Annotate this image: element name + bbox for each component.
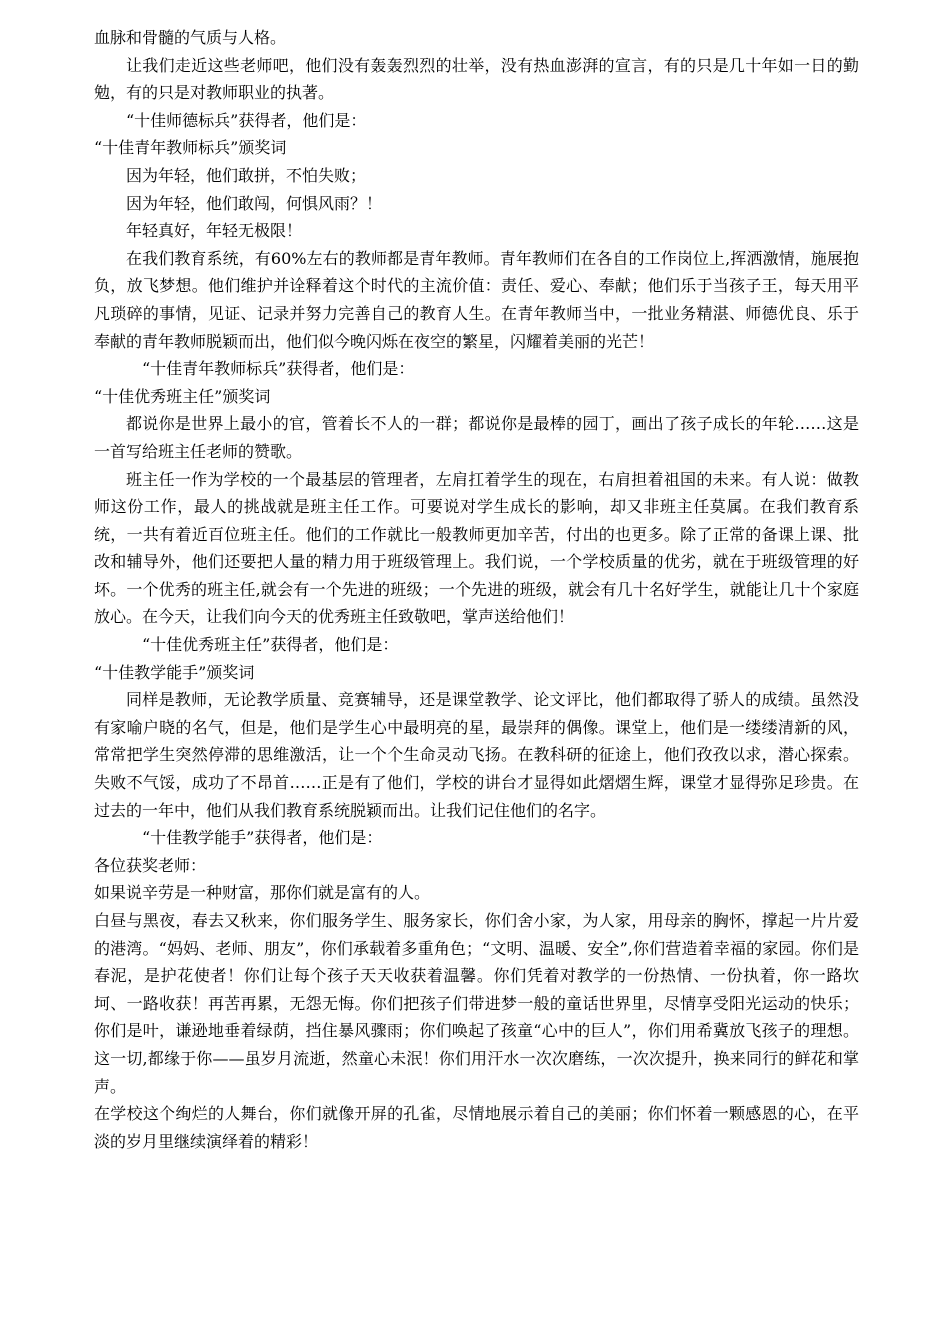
section-heading: “十佳青年教师标兵”颁奖词 [94, 138, 287, 158]
paragraph: 在我们教育系统，有60%左右的教师都是青年教师。青年教师们在各自的工作岗位上,挥洒激情，施展抱负，放飞梦想。他们维护并诠释着这个时代的主流价值：责任、爱心、奉献；他们乐于当孩子王，每天用平凡琐碎的事情，见证、记录并努力完善自己的教育人生。在青年教师当中，一批业务精湛、师德优良、乐于奉献的青年教师脱颖而出，他们似今晚闪烁在夜空的繁星，闪耀着美丽的光芒！ [94, 248, 859, 351]
award-winners-line: “十佳优秀班主任”获得者，他们是： [142, 635, 399, 655]
paragraph: 因为年轻，他们敢闯，何惧风雨？！ [126, 193, 383, 213]
award-winners-line: “十佳青年教师标兵”获得者，他们是： [142, 359, 415, 379]
paragraph: 班主任一作为学校的一个最基层的管理者，左肩扛着学生的现在，右肩担着祖国的未来。有人说：做教师这份工作，最人的挑战就是班主任工作。可要说对学生成长的影响，却又非班主任莫属。在我们教育系统，一共有着近百位班主任。他们的工作就比一般教师更加辛苦，付出的也更多。除了正常的备课上课、批改和辅导外，他们还要把人量的精力用于班级管理上。我们说，一个学校质量的优劣，就在于班级管理的好坏。一个优秀的班主任,就会有一个先进的班级；一个先进的班级，就会有几十名好学生，就能让几十个家庭放心。在今天，让我们向今天的优秀班主任致敬吧，掌声送给他们！ [94, 469, 859, 627]
paragraph: 白昼与黑夜，春去又秋来，你们服务学生、服务家长，你们舍小家，为人家，用母亲的胸怀，撑起一片片爱的港湾。“妈妈、老师、朋友”，你们承载着多重角色；“文明、温暖、安全”,你们营造着幸福的家园。你们是春泥，是护花使者！你们让每个孩子天天收获着温馨。你们凭着对教学的一份热情、一份执着，你一路坎坷、一路收获！再苦再累，无怨无悔。你们把孩子们带进梦一般的童话世界里，尽情享受阳光运动的快乐；你们是叶，谦逊地垂着绿荫，挡住暴风骤雨；你们唤起了孩童“心中的巨人”，你们用希冀放飞孩子的理想。这一切,都缘于你——虽岁月流逝，然童心未泯！你们用汗水一次次磨练，一次次提升，换来同行的鲜花和掌声。 [94, 911, 859, 1096]
section-heading: “十佳教学能手”颁奖词 [94, 662, 255, 682]
paragraph: 因为年轻，他们敢拼，不怕失败； [126, 165, 367, 185]
salutation: 各位获奖老师： [94, 855, 207, 875]
document-page [94, 24, 859, 1155]
paragraph: 血脉和骨髓的气质与人格。 [94, 28, 287, 47]
paragraph: 在学校这个绚烂的人舞台，你们就像开屏的孔雀，尽情地展示着自己的美丽；你们怀着一颗感恩的心，在平淡的岁月里继续演绎着的精彩！ [94, 1104, 859, 1151]
paragraph: 年轻真好，年轻无极限！ [126, 221, 303, 241]
paragraph: 如果说辛劳是一种财富，那你们就是富有的人。 [94, 883, 431, 903]
paragraph: 让我们走近这些老师吧，他们没有轰轰烈烈的壮举，没有热血澎湃的宣言，有的只是几十年如一日的勤勉，有的只是对教师职业的执著。 [94, 55, 859, 103]
paragraph: 同样是教师，无论教学质量、竞赛辅导，还是课堂教学、论文评比，他们都取得了骄人的成绩。虽然没有家喻户晓的名气，但是，他们是学生心中最明亮的星，最崇拜的偶像。课堂上，他们是一缕缕清新的风，常常把学生突然停滞的思维激活，让一个个生命灵动飞扬。在教科研的征途上，他们孜孜以求，潜心探索。失败不气馁，成功了不昂首……正是有了他们，学校的讲台才显得如此熠熠生辉，课堂才显得弥足珍贵。在过去的一年中，他们从我们教育系统脱颖而出。让我们记住他们的名字。 [94, 690, 859, 820]
award-winners-line: “十佳教学能手”获得者，他们是： [142, 828, 383, 848]
award-winners-line: “十佳师德标兵”获得者，他们是： [126, 110, 367, 130]
paragraph: 都说你是世界上最小的官，管着长不人的一群；都说你是最棒的园丁，画出了孩子成长的年轮……这是一首写给班主任老师的赞歌。 [94, 414, 859, 461]
section-heading: “十佳优秀班主任”颁奖词 [94, 386, 271, 406]
